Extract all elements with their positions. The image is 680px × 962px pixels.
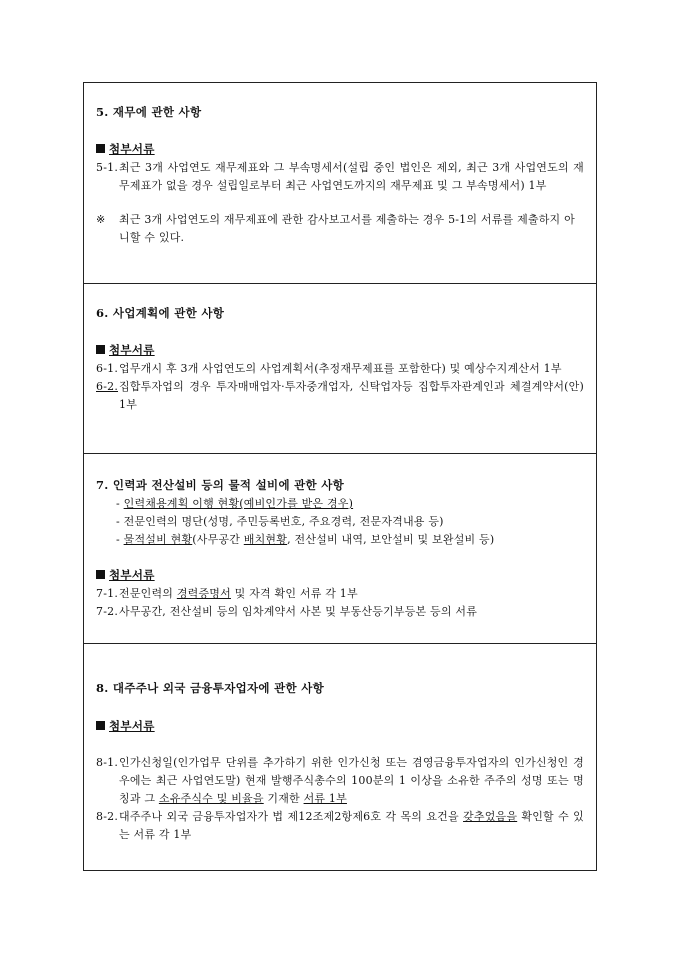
list-item (96, 603, 584, 621)
item-number: 8-1. (96, 756, 119, 769)
attachments-heading (96, 718, 584, 734)
item-number: 7-2. (96, 605, 119, 618)
square-bullet-icon (96, 570, 105, 579)
item-text: 대주주나 외국 금융투자업자가 법 제12조제2항제6호 각 목의 요건을 (119, 810, 464, 823)
item-number: 6-2. (96, 380, 119, 393)
item-text: 확인할 수 있는 서류 각 1부 (119, 810, 584, 841)
item-text: 사무공간, 전산설비 등의 임차계약서 사본 및 부동산등기부등본 등의 서류 (119, 605, 478, 618)
attachments-heading (96, 567, 584, 583)
bullet-prefix: - (116, 533, 124, 546)
section-personnel-facilities (84, 453, 596, 643)
square-bullet-icon (96, 144, 105, 153)
item-number: 8-2. (96, 810, 119, 823)
item-text: 인가신청일(인가업무 단위를 추가하기 위한 인가신청 또는 겸영금융투자업자의 인가신청인 경우에는 최근 사업연도말) 현재 발행주식총수의 100분의 1 이상을 소유한 주주의 성명 또는 명칭과 그 (119, 756, 584, 805)
item-text: 최근 3개 사업연도 재무제표와 그 부속명세서(설립 중인 법인은 제외, 최근 3개 사업연도의 재무제표가 없을 경우 설립일로부터 최근 사업연도까지의 재무제표 및 그 부속명세서) 1부 (119, 161, 584, 192)
list-item (96, 378, 584, 414)
bullet-text: 인력채용계획 이행 현황(예비인가를 받은 경우) (123, 497, 354, 510)
item-number: 7-1. (96, 587, 119, 600)
note-mark: ※ (96, 213, 106, 226)
list-item (96, 585, 584, 603)
underlined-text: 경력증명서 (176, 587, 231, 600)
bullet-text: (사무공간 (192, 533, 244, 546)
section-title: 5. 재무에 관한 사항 (96, 105, 202, 119)
bullet-item (96, 495, 584, 513)
underlined-text: 소유주식수 및 비율을 (158, 792, 264, 805)
document-frame (83, 82, 597, 871)
list-item (96, 754, 584, 808)
underlined-text: 배치현황 (243, 533, 288, 546)
bullet-text: , 전산설비 내역, 보안설비 및 보완설비 등) (287, 533, 495, 546)
list-item (96, 360, 584, 378)
item-text: 업무개시 후 3개 사업연도의 사업계획서(추정재무제표를 포함한다) 및 예상수지계산서 1부 (119, 362, 562, 375)
attachments-label: 첨부서류 (109, 719, 155, 733)
list-item (96, 808, 584, 844)
item-number: 5-1. (96, 161, 119, 174)
underlined-text: 서류 1부 (303, 792, 347, 805)
section-business-plan (84, 283, 596, 453)
note-text: 최근 3개 사업연도의 재무제표에 관한 감사보고서를 제출하는 경우 5-1의 서류를 제출하지 아니할 수 있다. (119, 213, 575, 244)
bullet-item: - 전문인력의 명단(성명, 주민등록번호, 주요경력, 전문자격내용 등) (116, 515, 444, 528)
attachments-label: 첨부서류 (109, 343, 155, 357)
item-text: 기재한 (263, 792, 304, 805)
square-bullet-icon (96, 721, 105, 730)
section-major-shareholder (84, 643, 596, 870)
item-text: 및 자격 확인 서류 각 1부 (230, 587, 358, 600)
underlined-text: 물적설비 현황 (123, 533, 193, 546)
attachments-heading (96, 141, 584, 157)
section-title: 6. 사업계획에 관한 사항 (96, 306, 225, 320)
square-bullet-icon (96, 345, 105, 354)
attachments-label: 첨부서류 (109, 142, 155, 156)
note (96, 211, 584, 247)
item-text: 전문인력의 (119, 587, 177, 600)
attachments-heading (96, 342, 584, 358)
attachments-label: 첨부서류 (109, 568, 155, 582)
section-title: 8. 대주주나 외국 금융투자업자에 관한 사항 (96, 681, 325, 695)
section-title: 7. 인력과 전산설비 등의 물적 설비에 관한 사항 (96, 478, 345, 492)
bullet-dash: - (116, 497, 124, 510)
underlined-text: 갖추었음을 (463, 810, 518, 823)
bullet-item (96, 531, 584, 549)
list-item (96, 159, 584, 195)
section-finance (84, 83, 596, 283)
item-text: 집합투자업의 경우 투자매매업자·투자중개업자, 신탁업자등 집합투자관계인과 체결계약서(안) 1부 (119, 380, 584, 411)
item-number: 6-1. (96, 362, 119, 375)
